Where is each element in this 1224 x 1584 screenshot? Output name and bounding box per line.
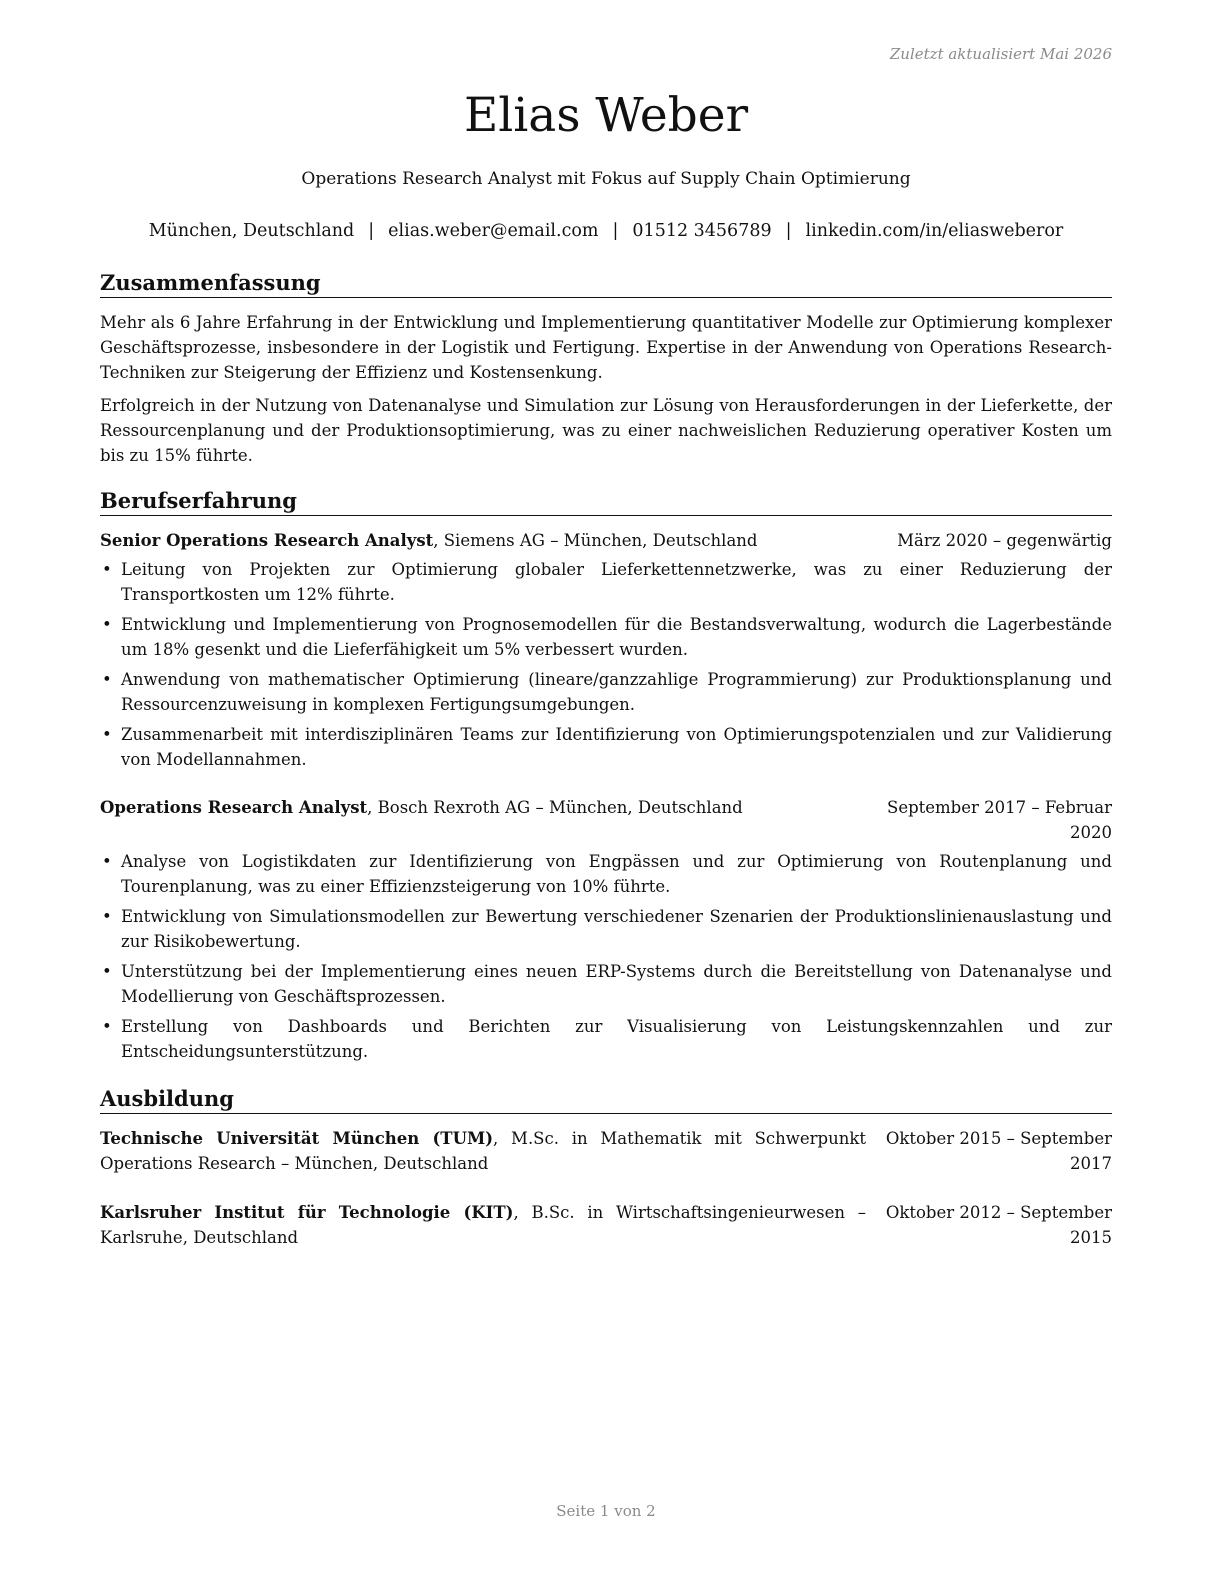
- job-bullet: [100, 959, 1112, 1009]
- person-name: Elias Weber: [463, 88, 749, 143]
- job-subtitle: Operations Research Analyst mit Fokus auf Supply Chain Optimierung: [301, 169, 911, 189]
- job-title-line: [100, 795, 872, 820]
- job-bullet: [100, 667, 1112, 717]
- job-bullet: [100, 612, 1112, 662]
- education-dates: Oktober 2012 – September 2015: [885, 1203, 1112, 1247]
- bullet-dot-icon: •: [102, 670, 112, 689]
- bullet-text: Entwicklung und Implementierung von Prognosemodellen für die Bestandsverwaltung, wodurch die Lagerbestände um 18% gesenkt und die Lieferfähigkeit um 5% verbessert wurden.: [121, 615, 1112, 659]
- job-bullet: [100, 849, 1112, 899]
- page-number: Seite 1 von 2: [556, 1502, 656, 1520]
- job-title-line: [100, 528, 897, 553]
- job-role: Senior Operations Research Analyst: [100, 531, 434, 550]
- education-institution: Karlsruher Institut für Technologie (KIT): [100, 1203, 514, 1222]
- contact-separator: |: [785, 221, 792, 241]
- bullet-text: Entwicklung von Simulationsmodellen zur Bewertung verschiedener Szenarien der Produktionslinienauslastung und zur Risikobewertung.: [121, 907, 1112, 951]
- summary-paragraph: Mehr als 6 Jahre Erfahrung in der Entwicklung und Implementierung quantitativer Modelle zur Optimierung komplexer Geschäftsprozesse, insbesondere in der Logistik und Fertigung. Expertise in der Anwendung von Operations Research-Techniken zur Steigerung der Effizienz und Kostensenkung.: [100, 313, 1112, 382]
- job-dates: März 2020 – gegenwärtig: [897, 531, 1112, 550]
- bullet-text: Erstellung von Dashboards und Berichten zur Visualisierung von Leistungskennzahlen und zur Entscheidungsunterstützung.: [121, 1017, 1112, 1061]
- contact-email[interactable]: elias.weber@email.com: [388, 221, 599, 241]
- job-bullet: [100, 1014, 1112, 1064]
- bullet-dot-icon: •: [102, 615, 112, 634]
- job-bullets: [100, 849, 1112, 1064]
- contact-separator: |: [368, 221, 375, 241]
- education-heading: Ausbildung: [100, 1086, 1112, 1114]
- bullet-dot-icon: •: [102, 852, 112, 871]
- job-company: , Bosch Rexroth AG – München, Deutschland: [367, 798, 743, 817]
- contact-line: [100, 220, 1112, 242]
- job-entry: [100, 528, 1112, 772]
- contact-location: München, Deutschland: [148, 221, 355, 241]
- summary-heading: Zusammenfassung: [100, 270, 1112, 298]
- bullet-text: Analyse von Logistikdaten zur Identifizierung von Engpässen und zur Optimierung von Routenplanung und Tourenplanung, was zu einer Effizienzsteigerung von 10% führte.: [121, 852, 1112, 896]
- bullet-dot-icon: •: [102, 962, 112, 981]
- job-bullet: [100, 904, 1112, 954]
- job-header: [100, 528, 1112, 553]
- bullet-dot-icon: •: [102, 907, 112, 926]
- last-updated-note: Zuletzt aktualisiert Mai 2026: [889, 45, 1112, 63]
- bullet-text: Unterstützung bei der Implementierung eines neuen ERP-Systems durch die Bereitstellung von Datenanalyse und Modellierung von Geschäftsprozessen.: [121, 962, 1112, 1006]
- education-entry: [100, 1200, 1112, 1250]
- summary-paragraph: Erfolgreich in der Nutzung von Datenanalyse und Simulation zur Lösung von Herausforderungen in der Lieferkette, der Ressourcenplanung und der Produktionsoptimierung, was zu einer nachweislichen Reduzierung operativer Kosten um bis zu 15% führte.: [100, 396, 1112, 465]
- bullet-dot-icon: •: [102, 1017, 112, 1036]
- summary-section: [100, 270, 1112, 476]
- bullet-dot-icon: •: [102, 560, 112, 579]
- job-dates: September 2017 – Februar 2020: [887, 798, 1112, 842]
- job-entry: [100, 795, 1112, 1064]
- experience-heading: Berufserfahrung: [100, 488, 1112, 516]
- job-header: [100, 795, 1112, 845]
- education-detail: , B.Sc. in Wirtschaftsingenieurwesen – Karlsruhe, Deutschland: [100, 1203, 866, 1247]
- education-institution: Technische Universität München (TUM): [100, 1129, 494, 1148]
- bullet-dot-icon: •: [102, 725, 112, 744]
- contact-separator: |: [612, 221, 619, 241]
- bullet-text: Anwendung von mathematischer Optimierung (lineare/ganzzahlige Programmierung) zur Produktionsplanung und Ressourcenzuweisung in komplexen Fertigungsumgebungen.: [121, 670, 1112, 714]
- bullet-text: Zusammenarbeit mit interdisziplinären Teams zur Identifizierung von Optimierungspotenzialen und zur Validierung von Modellannahmen.: [121, 725, 1112, 769]
- contact-linkedin[interactable]: linkedin.com/in/eliasweberor: [805, 221, 1064, 241]
- bullet-text: Leitung von Projekten zur Optimierung globaler Lieferkettennetzwerke, was zu einer Reduzierung der Transportkosten um 12% führte.: [121, 560, 1112, 604]
- job-bullet: [100, 722, 1112, 772]
- job-company: , Siemens AG – München, Deutschland: [433, 531, 758, 550]
- job-bullets: [100, 557, 1112, 772]
- experience-section: [100, 488, 1112, 1069]
- resume-page: [100, 0, 1112, 1584]
- job-bullet: [100, 557, 1112, 607]
- job-role: Operations Research Analyst: [100, 798, 368, 817]
- education-detail: , M.Sc. in Mathematik mit Schwerpunkt Operations Research – München, Deutschland: [100, 1129, 866, 1173]
- education-dates: Oktober 2015 – September 2017: [885, 1129, 1112, 1173]
- contact-phone[interactable]: 01512 3456789: [632, 221, 772, 241]
- education-entry: [100, 1126, 1112, 1176]
- education-section: [100, 1086, 1112, 1274]
